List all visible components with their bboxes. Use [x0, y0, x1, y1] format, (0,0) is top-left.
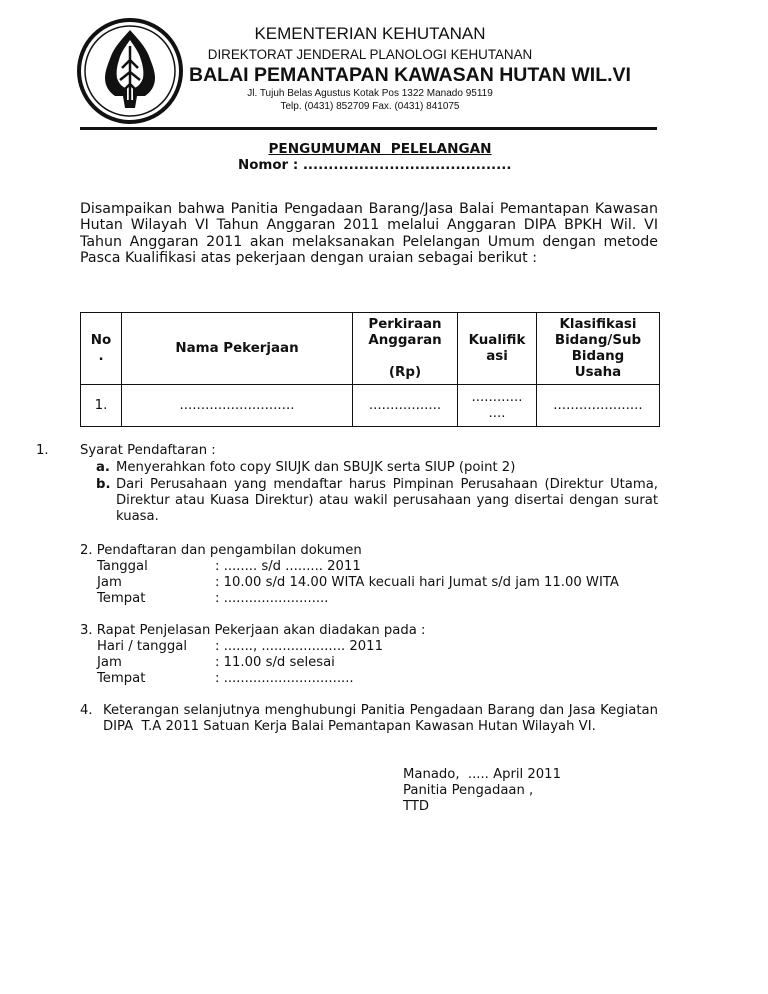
office-phone: Telp. (0431) 852709 Fax. (0431) 841075: [280, 101, 460, 112]
header-divider: [80, 127, 657, 130]
announcement-number: Nomor : .........................................: [238, 158, 512, 173]
forestry-emblem: [75, 16, 185, 126]
announcement-title: PENGUMUMAN PELELANGAN: [268, 141, 492, 157]
syarat-a-marker: a.: [96, 460, 110, 475]
pendaftaran-details: [97, 559, 619, 607]
header-klasifikasi: Klasifikasi Bidang/Sub Bidang Usaha: [537, 313, 660, 385]
syarat-a-text: Menyerahkan foto copy SIUJK dan SBUJK serta SIUP (point 2): [116, 460, 516, 475]
keterangan-number: 4.: [80, 703, 93, 718]
office-address: Jl. Tujuh Belas Agustus Kotak Pos 1322 Manado 95119: [247, 88, 493, 99]
ministry-name: KEMENTERIAN KEHUTANAN: [254, 24, 486, 43]
signature-ttd: TTD: [403, 799, 430, 814]
tanggal-label: Tanggal: [97, 559, 148, 574]
syarat-b-marker: b.: [96, 477, 111, 492]
office-name: BALAI PEMANTAPAN KAWASAN HUTAN WIL.VI: [189, 64, 631, 86]
cell-anggaran: .................: [353, 385, 458, 427]
hari-label: Hari / tanggal: [97, 639, 188, 654]
header-no: No .: [81, 313, 122, 385]
jam-value: : 11.00 s/d selesai: [215, 655, 335, 670]
syarat-number: 1.: [36, 443, 49, 458]
header-perkiraan-anggaran: Perkiraan Anggaran (Rp): [353, 313, 458, 385]
rapat-details: [97, 639, 383, 687]
work-table: [80, 312, 660, 427]
syarat-title: Syarat Pendaftaran :: [80, 443, 216, 458]
rapat-title: 3. Rapat Penjelasan Pekerjaan akan diadakan pada :: [80, 623, 426, 638]
cell-klasifikasi: .....................: [537, 385, 660, 427]
tempat-label: Tempat: [97, 591, 146, 606]
hari-value: : ......., .................... 2011: [215, 639, 383, 654]
tanggal-value: : ........ s/d ......... 2011: [215, 559, 361, 574]
table-header-row: [81, 313, 660, 385]
jam-label: Jam: [97, 655, 122, 670]
syarat-b-text: Dari Perusahaan yang mendaftar harus Pimpinan Perusahaan (Direktur Utama, Direktur atau Kuasa Direktur) atau wakil perusahaan yang disertai dengan surat kuasa.: [116, 477, 658, 524]
directorate-name: DIREKTORAT JENDERAL PLANOLOGI KEHUTANAN: [207, 47, 533, 62]
cell-kualifikasi: ............ ....: [458, 385, 537, 427]
tempat-value: : ...............................: [215, 671, 354, 686]
header-kualifikasi: Kualifik asi: [458, 313, 537, 385]
intro-paragraph: Disampaikan bahwa Panitia Pengadaan Barang/Jasa Balai Pemantapan Kawasan Hutan Wilayah VI Tahun Anggaran 2011 melalui Anggaran DIPA BPKH Wil. VI Tahun Anggaran 2011 akan melaksanakan Pelelangan Umum dengan metode Pasca Kualifikasi atas pekerjaan dengan uraian sebagai berikut :: [80, 201, 658, 266]
tempat-label: Tempat: [97, 671, 146, 686]
table-row: [81, 385, 660, 427]
cell-no: 1.: [81, 385, 122, 427]
signature-committee: Panitia Pengadaan ,: [403, 783, 534, 798]
pendaftaran-title: 2. Pendaftaran dan pengambilan dokumen: [80, 543, 362, 558]
jam-label: Jam: [97, 575, 122, 590]
keterangan-text: Keterangan selanjutnya menghubungi Panitia Pengadaan Barang dan Jasa Kegiatan DIPA T.A 2011 Satuan Kerja Balai Pemantapan Kawasan Hutan Wilayah VI.: [103, 703, 675, 734]
jam-value: : 10.00 s/d 14.00 WITA kecuali hari Jumat s/d jam 11.00 WITA: [215, 575, 619, 590]
header-nama-pekerjaan: Nama Pekerjaan: [122, 313, 353, 385]
cell-nama: ...........................: [122, 385, 353, 427]
signature-place-date: Manado, ..... April 2011: [403, 767, 561, 782]
tempat-value: : .........................: [215, 591, 329, 606]
